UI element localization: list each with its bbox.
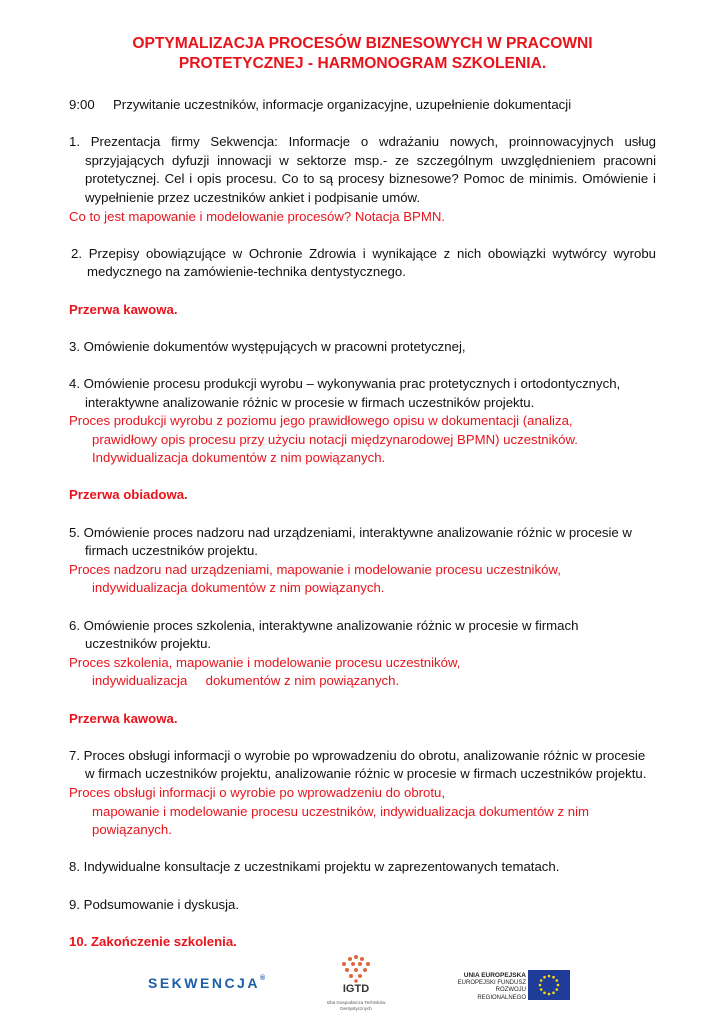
agenda-item-5-note-1: Proces nadzoru nad urządzeniami, mapowanie i modelowanie procesu uczestników, (69, 561, 561, 577)
igtd-dots-icon (330, 955, 382, 983)
agenda-item-3: 3. Omówienie dokumentów występujących w pracowni protetycznej, (69, 338, 466, 354)
page-title (40, 34, 685, 74)
lunch-break: Przerwa obiadowa. (69, 487, 188, 503)
agenda-item-5: 5. Omówienie proces nadzoru nad urządzeniami, interaktywne analizowanie różnic w procesie w firmach uczestników projektu. (69, 524, 632, 559)
agenda-item-4: 4. Omówienie procesu produkcji wyrobu – wykonywania prac protetycznych i ortodontycznych, interaktywne analizowanie różnic w procesie w firmach uczestników projektu. (69, 375, 621, 410)
sekwencja-logo-text: SEKWENCJA (148, 975, 260, 991)
intro-line (69, 96, 656, 115)
eu-logo-text (448, 972, 526, 1002)
coffee-break-1: Przerwa kawowa. (69, 301, 178, 317)
eu-flag-icon (528, 970, 570, 1000)
agenda-item-2: 2. Przepisy obowiązujące w Ochronie Zdrowia i wynikające z nich obowiązki wytwórcy wyrobu medycznego na zamówienie-technika dentystycznego. (71, 245, 656, 280)
schedule-body (69, 96, 656, 951)
agenda-item-6-note-2: indywidualizacja dokumentów z nim powiązanych. (92, 673, 400, 689)
sekwencja-logo (148, 975, 265, 991)
intro-time: 9:00 (69, 97, 95, 112)
footer-logos (0, 955, 725, 1024)
intro-text: Przywitanie uczestników, informacje organizacyjne, uzupełnienie dokumentacji (113, 97, 572, 112)
igtd-logo-text: IGTD (342, 983, 370, 995)
eu-line-2: EUROPEJSKI FUNDUSZ (457, 979, 526, 986)
agenda-item-7-note-1: Proces obsługi informacji o wyrobie po wprowadzeniu do obrotu, (69, 784, 446, 800)
agenda-item-4-note-1: Proces produkcji wyrobu z poziomu jego prawidłowego opisu w dokumentacji (analiza, (69, 413, 573, 429)
agenda-item-5-note-2: indywidualizacja dokumentów z nim powiązanych. (92, 580, 385, 596)
agenda-item-7-note-2: mapowanie i modelowanie procesu uczestników, indywidualizacja dokumentów z nim powiązanych. (92, 803, 589, 838)
agenda-item-1-note: Co to jest mapowanie i modelowanie procesów? Notacja BPMN. (69, 208, 446, 224)
registered-mark: ® (259, 975, 266, 982)
agenda-item-1: 1. Prezentacja firmy Sekwencja: Informacje o wdrażaniu nowych, proinnowacyjnych usług sprzyjających dyfuzji innowacji w sektorze msp.- ze szczególnym uwzględnieniem pracowni protetycznej. Cel i opis procesu. Co to są procesy biznesowe? Pomoc de minimis. Omówienie i wypełnienie przez uczestników ankiet i podpisanie umów. (69, 134, 656, 205)
coffee-break-2: Przerwa kawowa. (69, 710, 178, 726)
agenda-item-4-note-2: prawidłowy opis procesu przy użyciu notacji międzynarodowej BPMN) uczestników. (92, 431, 578, 447)
title-line-1: OPTYMALIZACJA PROCESÓW BIZNESOWYCH W PRACOWNI (132, 35, 593, 52)
agenda-item-7: 7. Proces obsługi informacji o wyrobie po wprowadzeniu do obrotu, analizowanie różnic w procesie w firmach uczestników projektu, analizowanie różnic w procesie w firmach uczestników projektu. (69, 747, 647, 782)
agenda-item-8: 8. Indywidualne konsultacje z uczestnikami projektu w zaprezentowanych tematach. (69, 859, 560, 875)
agenda-item-10: 10. Zakończenie szkolenia. (69, 933, 237, 949)
title-line-2: PROTETYCZNEJ - HARMONOGRAM SZKOLENIA. (178, 55, 547, 72)
igtd-logo-subtitle: Izba Gospodarcza Techników Dentystycznych (326, 1000, 386, 1011)
agenda-item-6: 6. Omówienie proces szkolenia, interaktywne analizowanie różnic w procesie w firmach uczestników projektu. (69, 617, 579, 652)
agenda-item-4-note-3: Indywidualizacja dokumentów z nim powiązanych. (92, 450, 386, 466)
agenda-item-9: 9. Podsumowanie i dyskusja. (69, 896, 240, 912)
agenda-item-6-note-1: Proces szkolenia, mapowanie i modelowanie procesu uczestników, (69, 654, 461, 670)
eu-line-3: ROZWOJU REGIONALNEGO (477, 987, 526, 1001)
igtd-logo (326, 955, 386, 1024)
eu-line-1: UNIA EUROPEJSKA (463, 972, 526, 979)
